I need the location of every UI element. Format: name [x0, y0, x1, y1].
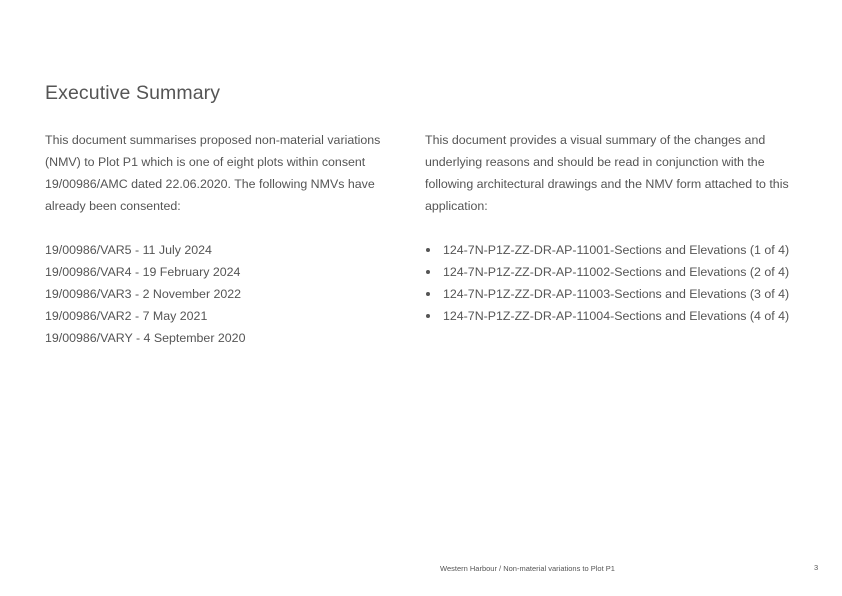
drawing-list [425, 239, 805, 327]
consent-item: 19/00986/VAR4 - 19 February 2024 [45, 265, 241, 279]
page-title: Executive Summary [45, 82, 221, 104]
bullet-icon [426, 314, 430, 318]
consent-list [45, 239, 405, 349]
page-number: 3 [814, 563, 819, 572]
drawing-item [425, 239, 805, 261]
drawing-label: 124-7N-P1Z-ZZ-DR-AP-11004-Sections and Elevations (4 of 4) [443, 309, 790, 323]
drawing-label: 124-7N-P1Z-ZZ-DR-AP-11003-Sections and Elevations (3 of 4) [443, 287, 790, 301]
bullet-icon [426, 248, 430, 252]
consent-item: 19/00986/VAR3 - 2 November 2022 [45, 287, 242, 301]
spacer [425, 217, 805, 239]
footer-caption: Western Harbour / Non-material variations to Plot P1 [440, 564, 615, 573]
summary-paragraph: This document provides a visual summary of the changes and underlying reasons and should be read in conjunction with the following architectural drawings and the NMV form attached to this application: [425, 133, 789, 213]
left-column [45, 129, 405, 349]
consent-item: 19/00986/VAR2 - 7 May 2021 [45, 309, 208, 323]
drawing-label: 124-7N-P1Z-ZZ-DR-AP-11001-Sections and Elevations (1 of 4) [443, 243, 790, 257]
consent-item: 19/00986/VAR5 - 11 July 2024 [45, 243, 212, 257]
drawing-item [425, 305, 805, 327]
consent-item: 19/00986/VARY - 4 September 2020 [45, 331, 246, 345]
bullet-icon [426, 270, 430, 274]
spacer [45, 217, 405, 239]
intro-paragraph: This document summarises proposed non-material variations (NMV) to Plot P1 which is one of eight plots within consent 19/00986/AMC dated 22.06.2020. The following NMVs have already been consented: [45, 133, 381, 213]
drawing-item [425, 261, 805, 283]
right-column [425, 129, 805, 327]
drawing-item [425, 283, 805, 305]
drawing-label: 124-7N-P1Z-ZZ-DR-AP-11002-Sections and Elevations (2 of 4) [443, 265, 790, 279]
bullet-icon [426, 292, 430, 296]
